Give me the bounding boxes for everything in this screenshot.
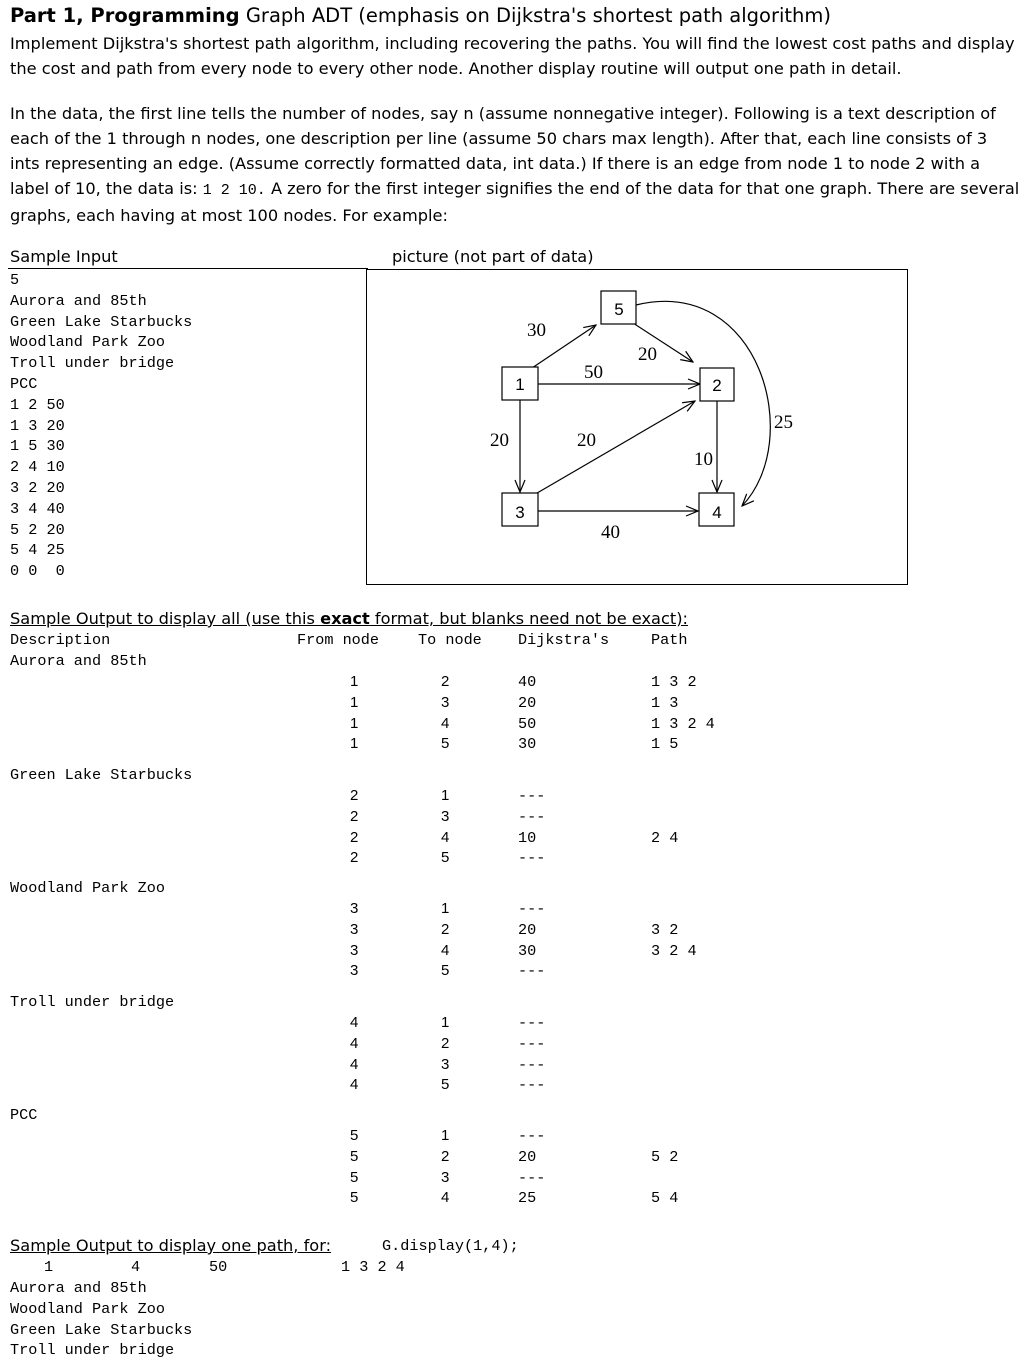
row-cost: 50 xyxy=(518,714,537,733)
row-to-node: 4 xyxy=(441,1189,450,1207)
row-to-node: 1 xyxy=(441,1014,450,1031)
edge-label-5-2: 20 xyxy=(638,344,657,365)
row-cost: --- xyxy=(518,807,546,826)
row-cost: 30 xyxy=(518,941,537,960)
data-desc-code: 1 2 10. xyxy=(202,182,266,199)
sample-input-line: Aurora and 85th xyxy=(10,291,147,310)
sample-input-line: 5 4 25 xyxy=(10,541,65,560)
edge-label-3-2: 20 xyxy=(577,430,596,451)
row-cost: --- xyxy=(518,1076,546,1095)
node-label: 2 xyxy=(712,376,722,395)
row-path: 2 4 xyxy=(651,828,679,847)
row-cost: --- xyxy=(518,1034,546,1053)
sample-input-line: 0 0 0 xyxy=(10,562,65,581)
sample-input-line: 3 4 40 xyxy=(10,499,65,518)
sample-input-line: Woodland Park Zoo xyxy=(10,333,165,352)
row-cost: 40 xyxy=(518,673,537,691)
header-description: Description xyxy=(10,631,111,649)
one-path-to: 4 xyxy=(131,1258,141,1276)
node-label: 5 xyxy=(614,300,624,319)
row-path: 1 3 xyxy=(651,693,679,712)
group-description: Green Lake Starbucks xyxy=(10,766,193,784)
sample-output-all-title xyxy=(10,609,688,628)
row-from-node: 3 xyxy=(350,920,359,938)
row-to-node: 2 xyxy=(441,1034,450,1052)
row-from-node: 3 xyxy=(350,900,359,917)
node-label: 3 xyxy=(515,503,525,522)
edge-label-1-3: 20 xyxy=(490,430,509,451)
header-to-node: To node xyxy=(418,631,482,649)
row-cost: --- xyxy=(518,1168,546,1187)
row-path: 5 4 xyxy=(651,1189,679,1208)
row-cost: --- xyxy=(518,1055,546,1074)
node-label: 4 xyxy=(712,503,722,522)
row-to-node: 3 xyxy=(441,807,450,825)
title-bold: exact xyxy=(320,609,370,628)
group-description: Troll under bridge xyxy=(10,993,175,1011)
graph-node-5 xyxy=(601,291,636,324)
sample-input-line: 5 xyxy=(10,271,20,289)
sample-input-line: 3 2 20 xyxy=(10,478,65,497)
sample-input-title: Sample Input xyxy=(10,247,118,266)
row-to-node: 4 xyxy=(441,828,450,846)
row-from-node: 2 xyxy=(350,828,359,846)
row-to-node: 5 xyxy=(441,1076,450,1094)
row-cost: --- xyxy=(518,1127,546,1145)
row-cost: --- xyxy=(518,849,546,868)
row-to-node: 1 xyxy=(441,900,450,917)
row-path: 5 2 xyxy=(651,1147,679,1166)
title-post: format, but blanks need not be exact): xyxy=(369,609,688,628)
group-description: Woodland Park Zoo xyxy=(10,879,165,897)
one-path-description: Green Lake Starbucks xyxy=(10,1320,193,1339)
display-call-code: G.display(1,4); xyxy=(382,1237,519,1255)
one-path-description: Aurora and 85th xyxy=(10,1279,147,1297)
row-to-node: 3 xyxy=(441,1168,450,1186)
header-from-node: From node xyxy=(297,631,380,649)
sample-input-line: Green Lake Starbucks xyxy=(10,312,193,331)
heading-bold: Part 1, Programming xyxy=(10,4,240,27)
row-path: 1 3 2 4 xyxy=(651,714,715,733)
header-dijkstra: Dijkstra's xyxy=(518,631,610,649)
one-path-from: 1 xyxy=(44,1258,54,1276)
row-cost: 20 xyxy=(518,920,537,939)
row-from-node: 5 xyxy=(350,1168,359,1186)
row-to-node: 4 xyxy=(441,941,450,959)
intro-paragraph: Implement Dijkstra's shortest path algorithm, including recovering the paths. You will find the lowest cost paths and display the cost and path from every node to every other node. Another display routine will output one path in detail. xyxy=(10,34,1015,78)
row-to-node: 2 xyxy=(441,920,450,938)
row-from-node: 1 xyxy=(350,735,359,753)
title-pre: Sample Output to display all (use this xyxy=(10,609,321,628)
node-label: 1 xyxy=(515,375,525,394)
row-path: 1 3 2 xyxy=(651,673,697,691)
edge-label-1-5: 30 xyxy=(527,320,546,341)
row-to-node: 2 xyxy=(441,1147,450,1165)
row-from-node: 5 xyxy=(350,1189,359,1207)
row-cost: --- xyxy=(518,1014,546,1032)
group-description: PCC xyxy=(10,1106,38,1124)
row-cost: --- xyxy=(518,787,546,805)
sample-input-line: 1 3 20 xyxy=(10,416,65,435)
row-cost: --- xyxy=(518,962,546,981)
row-from-node: 3 xyxy=(350,962,359,980)
edge-5-4 xyxy=(636,301,770,506)
row-from-node: 2 xyxy=(350,807,359,825)
row-from-node: 2 xyxy=(350,787,359,804)
sample-input-line: 1 5 30 xyxy=(10,437,65,456)
row-cost: 30 xyxy=(518,735,537,754)
graph-node-4 xyxy=(699,493,734,526)
edge-label-2-4: 10 xyxy=(694,449,713,470)
graph-node-3 xyxy=(502,493,538,526)
row-path: 3 2 xyxy=(651,920,679,939)
graph-node-2 xyxy=(700,368,734,401)
graph-picture xyxy=(0,0,1024,600)
graph-node-1 xyxy=(502,367,538,400)
row-to-node: 3 xyxy=(441,1055,450,1073)
row-from-node: 2 xyxy=(350,849,359,867)
row-to-node: 1 xyxy=(441,787,450,804)
row-from-node: 4 xyxy=(350,1076,359,1094)
row-from-node: 4 xyxy=(350,1034,359,1052)
row-from-node: 4 xyxy=(350,1014,359,1031)
sample-output-one-title: Sample Output to display one path, for: xyxy=(10,1236,332,1255)
edge-label-1-2: 50 xyxy=(584,362,603,383)
edge-label-5-4: 25 xyxy=(774,412,793,433)
one-path-description: Troll under bridge xyxy=(10,1341,175,1360)
sample-input-line: 5 2 20 xyxy=(10,520,65,539)
row-path: 3 2 4 xyxy=(651,941,697,960)
data-desc-after: A zero for the first integer signifies the end of the data for that one graph. There are several graphs, each having at most 100 nodes. For example: xyxy=(10,179,1020,225)
row-from-node: 4 xyxy=(350,1055,359,1073)
row-from-node: 1 xyxy=(350,693,359,711)
row-path: 1 5 xyxy=(651,735,679,754)
row-cost: 25 xyxy=(518,1189,537,1208)
sample-input-line: PCC xyxy=(10,374,38,393)
row-to-node: 5 xyxy=(441,962,450,980)
row-from-node: 1 xyxy=(350,714,359,732)
row-to-node: 4 xyxy=(441,714,450,732)
row-to-node: 5 xyxy=(441,849,450,867)
row-from-node: 1 xyxy=(350,673,359,690)
one-path-description: Woodland Park Zoo xyxy=(10,1299,165,1318)
row-to-node: 2 xyxy=(441,673,450,690)
row-cost: 10 xyxy=(518,828,537,847)
row-cost: 20 xyxy=(518,693,537,712)
edge-label-3-4: 40 xyxy=(601,522,620,543)
row-from-node: 3 xyxy=(350,941,359,959)
row-cost: 20 xyxy=(518,1147,537,1166)
sample-input-line: Troll under bridge xyxy=(10,354,175,373)
one-path-path: 1 3 2 4 xyxy=(341,1258,405,1276)
row-to-node: 1 xyxy=(441,1127,450,1144)
row-from-node: 5 xyxy=(350,1147,359,1165)
heading-rest: Graph ADT (emphasis on Dijkstra's shortest path algorithm) xyxy=(239,4,832,27)
row-cost: --- xyxy=(518,900,546,918)
sample-input-line: 1 2 50 xyxy=(10,395,65,414)
data-desc-before: In the data, the first line tells the number of nodes, say n (assume nonnegative integer). Following is a text description of each of the 1 through n nodes, one description per line (assume 50 chars max length). After that, each line consists of 3 ints representing an edge. (Assume correctly formatted data, int data.) If there is an edge from node 1 to node 2 with a label of 10, the data is: xyxy=(10,104,996,198)
row-to-node: 3 xyxy=(441,693,450,711)
row-from-node: 5 xyxy=(350,1127,359,1144)
row-to-node: 5 xyxy=(441,735,450,753)
one-path-cost: 50 xyxy=(209,1258,228,1276)
sample-input-line: 2 4 10 xyxy=(10,458,65,477)
edge-3-2 xyxy=(532,401,695,496)
header-path: Path xyxy=(651,631,688,649)
picture-title: picture (not part of data) xyxy=(392,247,594,266)
group-description: Aurora and 85th xyxy=(10,652,147,670)
